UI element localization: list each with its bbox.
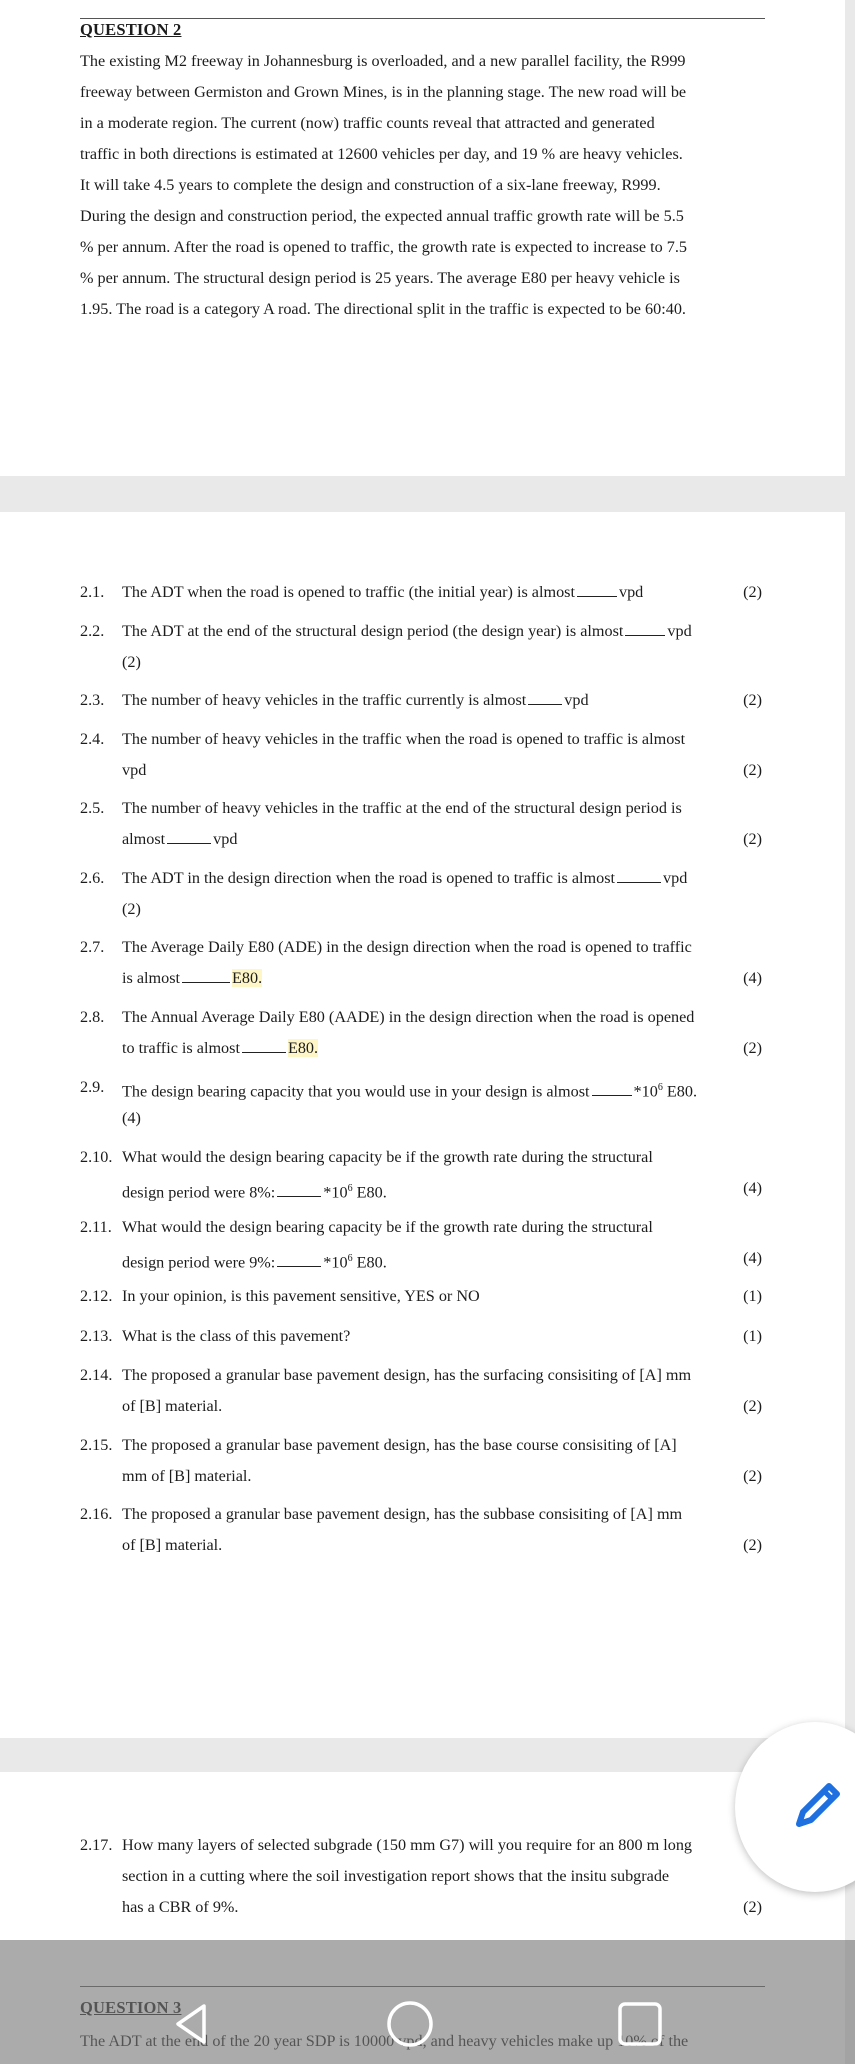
item-line — [80, 824, 762, 855]
item-number: 2.7. — [80, 938, 105, 956]
answer-blank — [577, 578, 617, 597]
question-item — [80, 616, 762, 678]
marks-label: (1) — [743, 1287, 762, 1305]
item-text: What would the design bearing capacity be if the growth rate during the structural — [122, 1218, 653, 1236]
item-line — [80, 1530, 762, 1561]
item-line — [80, 685, 762, 716]
intro-line: 1.95. The road is a category A road. The directional split in the traffic is expected to be 60:40. — [80, 300, 686, 318]
document-page-1 — [0, 0, 845, 476]
item-text: The Annual Average Daily E80 (AADE) in the design direction when the road is opened — [122, 1008, 695, 1026]
item-line — [80, 1212, 762, 1243]
nav-recent-icon[interactable] — [616, 2000, 664, 2048]
item-number: 2.16. — [80, 1505, 113, 1523]
answer-blank — [625, 617, 665, 636]
item-number: 2.3. — [80, 691, 105, 709]
marks-label: (4) — [743, 969, 762, 987]
item-text: The proposed a granular base pavement design, has the surfacing consisiting of [A] mm — [122, 1366, 692, 1384]
item-text: E80. — [352, 1253, 387, 1272]
item-line — [80, 1499, 762, 1530]
item-text: almost — [122, 830, 166, 848]
item-line — [80, 1430, 762, 1461]
item-text: (4) — [122, 1109, 141, 1127]
question-item — [80, 1002, 762, 1064]
item-text: design period were 9%: — [122, 1253, 276, 1272]
item-text: What would the design bearing capacity be if the growth rate during the structural — [122, 1148, 653, 1166]
item-text: *10 — [633, 1082, 658, 1101]
item-text: The proposed a granular base pavement design, has the base course consisiting of [A] — [122, 1436, 677, 1454]
question-item — [80, 932, 762, 994]
intro-line: The existing M2 freeway in Johannesburg is overloaded, and a new parallel facility, the R999 — [80, 52, 686, 70]
item-number: 2.12. — [80, 1287, 113, 1305]
marks-label: (2) — [743, 830, 762, 848]
item-text: The proposed a granular base pavement design, has the subbase consisiting of [A] mm — [122, 1505, 683, 1523]
marks-label: (2) — [743, 1467, 762, 1485]
item-number: 2.6. — [80, 869, 105, 887]
marks-label: (4) — [743, 1249, 762, 1267]
answer-blank — [617, 864, 661, 883]
item-line — [80, 1243, 762, 1274]
item-line — [80, 1360, 762, 1391]
item-text: E80. — [232, 969, 263, 987]
question-item — [80, 1321, 762, 1352]
question-item — [80, 1072, 762, 1134]
item-number: 2.11. — [80, 1218, 112, 1236]
item-line — [80, 577, 762, 608]
item-text: section in a cutting where the soil investigation report shows that the insitu subgrade — [122, 1867, 670, 1885]
item-number: 2.4. — [80, 730, 105, 748]
item-number: 2.8. — [80, 1008, 105, 1026]
marks-label: (2) — [743, 583, 762, 601]
item-line — [80, 1321, 762, 1352]
item-text: What is the class of this pavement? — [122, 1327, 351, 1345]
item-text: of [B] material. — [122, 1536, 223, 1554]
item-line — [80, 616, 762, 647]
item-text: The ADT at the end of the structural design period (the design year) is almost — [122, 622, 624, 640]
item-text: E80. — [352, 1183, 387, 1202]
item-text: The number of heavy vehicles in the traffic when the road is opened to traffic is almost — [122, 730, 686, 748]
item-text: vpd — [122, 761, 147, 779]
item-text: In your opinion, is this pavement sensitive, YES or NO — [122, 1287, 480, 1305]
item-line — [80, 1173, 762, 1204]
question-item — [80, 1830, 762, 1923]
question-item — [80, 577, 762, 608]
item-line — [80, 863, 762, 894]
marks-label: (1) — [743, 1327, 762, 1345]
intro-line: It will take 4.5 years to complete the design and construction of a six-lane freeway, R999. — [80, 176, 661, 194]
item-number: 2.1. — [80, 583, 105, 601]
item-text: vpd — [564, 691, 589, 709]
marks-label: (4) — [743, 1179, 762, 1197]
item-number: 2.9. — [80, 1078, 105, 1096]
item-number: 2.10. — [80, 1148, 113, 1166]
item-text: *10 — [323, 1183, 348, 1202]
item-text: to traffic is almost — [122, 1039, 240, 1057]
item-text: mm of [B] material. — [122, 1467, 252, 1485]
item-text: The Average Daily E80 (ADE) in the design direction when the road is opened to traffic — [122, 938, 692, 956]
item-text: of [B] material. — [122, 1397, 223, 1415]
question-item — [80, 863, 762, 925]
question-item — [80, 1142, 762, 1204]
item-line — [80, 724, 762, 755]
item-text: has a CBR of 9%. — [122, 1898, 239, 1916]
item-line — [80, 1830, 762, 1861]
item-line — [80, 1103, 762, 1134]
item-line — [80, 755, 762, 786]
item-line — [80, 1142, 762, 1173]
marks-label: (2) — [743, 1536, 762, 1554]
answer-blank — [277, 1178, 321, 1197]
exponent: 6 — [347, 1183, 353, 1194]
nav-home-icon[interactable] — [386, 2000, 434, 2048]
item-text: (2) — [122, 900, 141, 918]
item-text: How many layers of selected subgrade (150 mm G7) will you require for an 800 m long — [122, 1836, 693, 1854]
question-2-intro — [80, 46, 770, 325]
item-text: The ADT in the design direction when the road is opened to traffic is almost — [122, 869, 616, 887]
intro-line: traffic in both directions is estimated at 12600 vehicles per day, and 19 % are heavy vehicles. — [80, 145, 683, 163]
item-line — [80, 1892, 762, 1923]
item-text: vpd — [618, 583, 644, 601]
item-text: E80. — [287, 1039, 319, 1057]
question-item — [80, 685, 762, 716]
intro-line: freeway between Germiston and Grown Mines, is in the planning stage. The new road will be — [80, 83, 687, 101]
question-2-heading: QUESTION 2 — [80, 20, 182, 39]
item-line — [80, 1861, 762, 1892]
item-text: design period were 8%: — [122, 1183, 276, 1202]
marks-label: (2) — [743, 1898, 762, 1916]
marks-label: (2) — [743, 761, 762, 779]
item-text: *10 — [323, 1253, 348, 1272]
item-line — [80, 1072, 762, 1103]
item-text: vpd — [667, 622, 692, 640]
item-line — [80, 932, 762, 963]
question-item — [80, 1360, 762, 1422]
nav-back-icon[interactable] — [168, 2000, 216, 2048]
item-text: The number of heavy vehicles in the traffic at the end of the structural design period is — [122, 799, 682, 817]
item-line — [80, 1281, 762, 1312]
item-text: The design bearing capacity that you would use in your design is almost — [122, 1082, 590, 1101]
exponent: 6 — [657, 1082, 663, 1093]
document-page-2 — [0, 512, 845, 1738]
item-number: 2.13. — [80, 1327, 113, 1345]
intro-line: in a moderate region. The current (now) traffic counts reveal that attracted and generated — [80, 114, 655, 132]
question-item — [80, 1281, 762, 1312]
question-item — [80, 1212, 762, 1274]
item-number: 2.14. — [80, 1366, 113, 1384]
item-line — [80, 894, 762, 925]
pencil-icon — [789, 1778, 845, 1834]
question-item — [80, 793, 762, 855]
item-number: 2.17. — [80, 1836, 113, 1854]
item-number: 2.15. — [80, 1436, 113, 1454]
question-item — [80, 724, 762, 786]
question-item — [80, 1499, 762, 1561]
question-item — [80, 1430, 762, 1492]
item-line — [80, 1461, 762, 1492]
item-line — [80, 1391, 762, 1422]
item-text: (2) — [122, 653, 141, 671]
marks-label: (2) — [743, 1039, 762, 1057]
answer-blank — [167, 825, 211, 844]
item-line — [80, 1002, 762, 1033]
marks-label: (2) — [743, 691, 762, 709]
item-number: 2.5. — [80, 799, 105, 817]
intro-line: % per annum. The structural design period is 25 years. The average E80 per heavy vehicle is — [80, 269, 680, 287]
item-text: The number of heavy vehicles in the traffic currently is almost — [122, 691, 527, 709]
item-text: The ADT when the road is opened to traffic (the initial year) is almost — [122, 583, 575, 601]
item-line — [80, 647, 762, 678]
answer-blank — [242, 1034, 286, 1053]
answer-blank — [277, 1248, 321, 1267]
item-line — [80, 1033, 762, 1064]
exponent: 6 — [347, 1253, 353, 1264]
item-line — [80, 793, 762, 824]
intro-line: During the design and construction period, the expected annual traffic growth rate will be 5.5 — [80, 207, 684, 225]
marks-label: (2) — [743, 1397, 762, 1415]
answer-blank — [592, 1077, 632, 1096]
intro-line: % per annum. After the road is opened to traffic, the growth rate is expected to increase to 7.5 — [80, 238, 687, 256]
answer-blank — [528, 686, 562, 705]
item-text: vpd — [213, 830, 238, 848]
item-text: E80. — [662, 1082, 697, 1101]
answer-blank — [182, 964, 230, 983]
item-line — [80, 963, 762, 994]
top-rule — [80, 18, 765, 19]
item-text: is almost — [122, 969, 181, 987]
item-text: vpd — [663, 869, 688, 887]
item-number: 2.2. — [80, 622, 105, 640]
